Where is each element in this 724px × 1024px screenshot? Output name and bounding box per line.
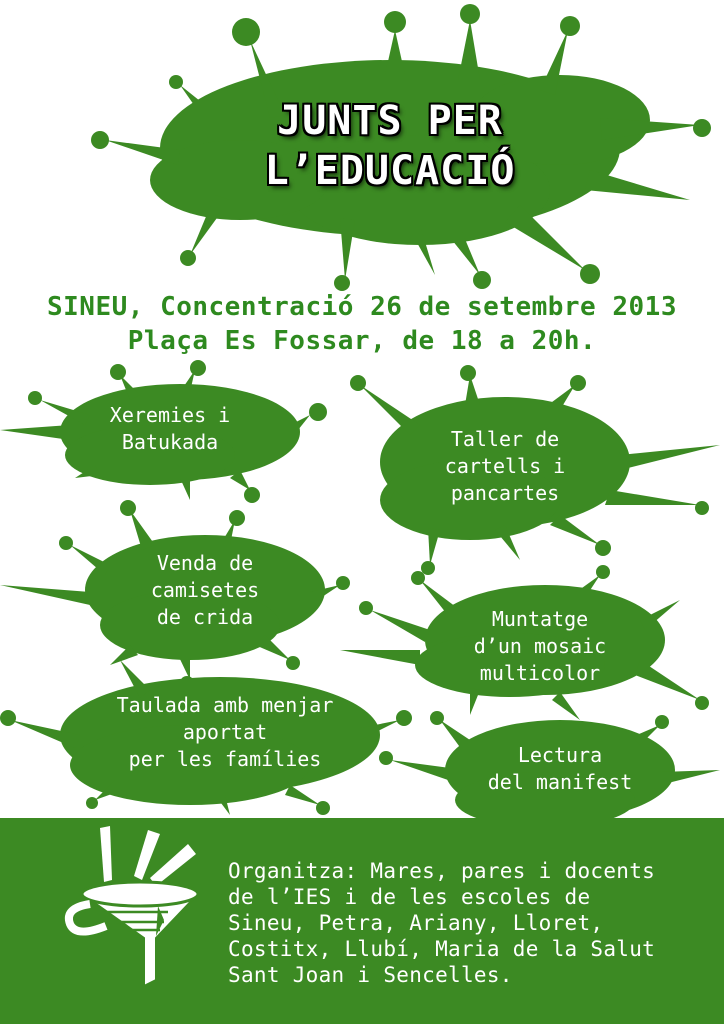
activity-line: del manifest	[487, 770, 633, 794]
organizers-line: Sant Joan i Sencelles.	[228, 963, 513, 987]
activity-line: de crida	[156, 605, 254, 629]
activity-line: Taulada amb menjar	[116, 693, 334, 717]
activity-taller	[410, 426, 600, 507]
organizers-line: Sineu, Petra, Ariany, Lloret,	[228, 911, 604, 935]
activity-line: Venda de	[156, 551, 254, 575]
organizers-text	[228, 858, 655, 988]
activity-line: pancartes	[450, 481, 560, 505]
activity-line: per les famílies	[128, 747, 322, 771]
activity-line: Batukada	[121, 430, 219, 454]
activity-line: camisetes	[150, 578, 260, 602]
activity-taulada	[85, 692, 365, 773]
activity-line: Lectura	[517, 743, 603, 767]
organizers-line: Costitx, Llubí, Maria de la Salut	[228, 937, 656, 961]
title-line-2: L’EDUCACIÓ	[264, 148, 516, 194]
activity-venda	[105, 550, 305, 631]
funnel-icon	[60, 820, 210, 1020]
activity-line: aportat	[182, 720, 268, 744]
activity-line: d’un mosaic	[473, 634, 607, 658]
activity-line: Muntatge	[491, 607, 589, 631]
activity-line: Xeremies i	[109, 403, 231, 427]
activity-line: Taller de	[450, 427, 560, 451]
activity-muntatge	[440, 606, 640, 687]
activity-xeremies	[70, 402, 270, 456]
event-date-line: SINEU, Concentració 26 de setembre 2013	[47, 292, 677, 322]
organizers-line: de l’IES i de les escoles de	[228, 885, 591, 909]
organizers-line: Organitza: Mares, pares i docents	[228, 859, 656, 883]
activity-line: multicolor	[479, 661, 601, 685]
activity-line: cartells i	[444, 454, 566, 478]
event-place-line: Plaça Es Fossar, de 18 a 20h.	[127, 326, 597, 356]
title-line-1: JUNTS PER	[277, 98, 503, 144]
activity-lectura	[460, 742, 660, 796]
